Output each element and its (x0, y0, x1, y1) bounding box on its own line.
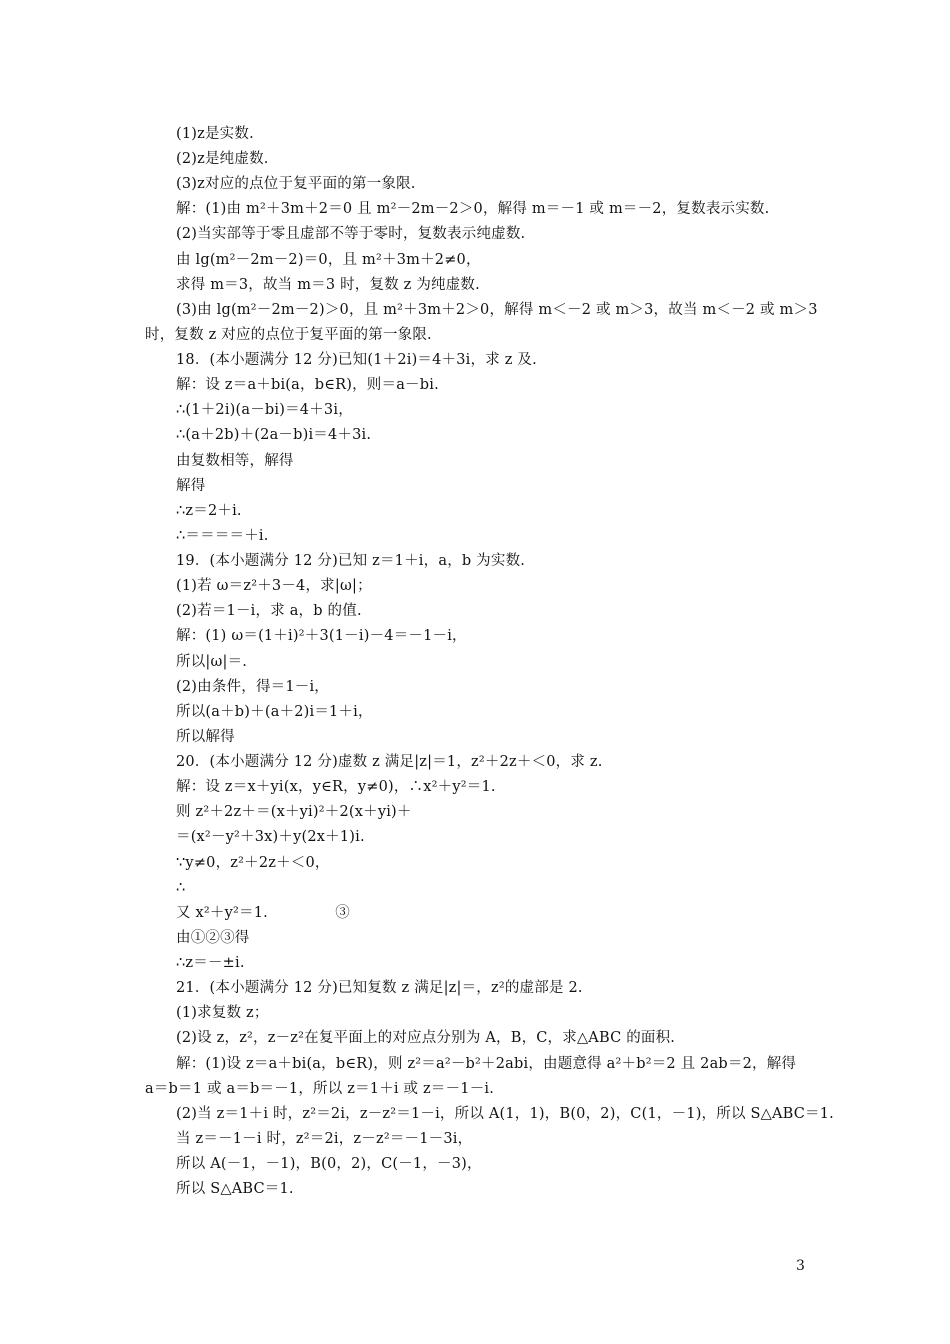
text-line: ∴ (176, 880, 186, 896)
text-line: 解得 (176, 478, 206, 494)
text-line: (2)当实部等于零且虚部不等于零时，复数表示纯虚数. (176, 226, 526, 242)
text-line: ＝(x²－y²＋3x)＋y(2x＋1)i. (176, 829, 365, 845)
text-line: 时，复数 z 对应的点位于复平面的第一象限. (145, 327, 432, 343)
text-line: (1)若 ω＝z²＋3－4，求|ω|； (176, 578, 372, 594)
text-line: 解：设 z＝a＋bi(a，b∈R)，则＝a－bi. (176, 377, 439, 393)
text-line: 解：设 z＝x＋yi(x，y∈R，y≠0)，∴x²＋y²＝1. (176, 779, 496, 795)
text-line: 又 x²＋y²＝1. ③ (176, 905, 350, 921)
text-line: 则 z²＋2z＋＝(x＋yi)²＋2(x＋yi)＋ (176, 804, 412, 820)
text-line: 由 lg(m²－2m－2)＝0，且 m²＋3m＋2≠0， (176, 252, 481, 268)
problem-heading: 18．(本小题满分 12 分)已知(1＋2i)＝4＋3i，求 z 及. (176, 352, 537, 368)
text-line: (1)求复数 z； (176, 1005, 269, 1021)
text-line: ∴(a＋2b)＋(2a－b)i＝4＋3i. (176, 427, 372, 443)
text-line: (1)z是实数. (176, 126, 254, 142)
text-line: 当 z＝－1－i 时，z²＝2i，z－z²＝－1－3i， (176, 1131, 473, 1147)
text-line: (3)z对应的点位于复平面的第一象限. (176, 176, 416, 192)
text-line: ∴＝＝＝＝＋i. (176, 528, 269, 544)
text-line: ∴z＝－±i. (176, 955, 245, 971)
text-line: ∵y≠0，z²＋2z＋＜0， (176, 855, 330, 871)
text-line: (3)由 lg(m²－2m－2)＞0，且 m²＋3m＋2＞0，解得 m＜－2 或 m＞3，故当 m＜－2 或 m＞3 (176, 302, 818, 318)
text-line: 由①②③得 (176, 930, 250, 946)
text-line: ∴(1＋2i)(a－bi)＝4＋3i， (176, 402, 353, 418)
problem-heading: 21．(本小题满分 12 分)已知复数 z 满足|z|＝，z²的虚部是 2. (176, 980, 583, 996)
text-line: 所以(a＋b)＋(a＋2)i＝1＋i， (176, 704, 373, 720)
text-line: 所以|ω|＝. (176, 654, 248, 670)
text-line: (2)由条件，得＝1－i， (176, 679, 330, 695)
problem-heading: 20．(本小题满分 12 分)虚数 z 满足|z|＝1，z²＋2z＋＜0，求 z. (176, 754, 603, 770)
text-line: (2)z是纯虚数. (176, 151, 269, 167)
text-line: (2)设 z，z²，z－z²在复平面上的对应点分别为 A，B，C，求△ABC 的面积. (176, 1030, 676, 1046)
text-line: 解：(1) ω＝(1＋i)²＋3(1－i)－4＝－1－i， (176, 628, 467, 644)
text-line: 解：(1)由 m²＋3m＋2＝0 且 m²－2m－2＞0，解得 m＝－1 或 m＝－2，复数表示实数. (176, 201, 770, 217)
text-line: 求得 m＝3，故当 m＝3 时，复数 z 为纯虚数. (176, 277, 480, 293)
text-line: 解：(1)设 z＝a＋bi(a，b∈R)，则 z²＝a²－b²＋2abi，由题意得 a²＋b²＝2 且 2ab＝2，解得 (176, 1056, 797, 1072)
text-line: (2)当 z＝1＋i 时，z²＝2i，z－z²＝1－i，所以 A(1，1)，B(0，2)，C(1，－1)，所以 S△ABC＝1. (176, 1106, 834, 1122)
page-number: 3 (796, 1258, 805, 1274)
text-line: ∴z＝2＋i. (176, 503, 242, 519)
text-line: 所以 S△ABC＝1. (176, 1181, 294, 1197)
problem-heading: 19．(本小题满分 12 分)已知 z＝1＋i，a，b 为实数. (176, 553, 526, 569)
text-line: (2)若＝1－i，求 a，b 的值. (176, 603, 362, 619)
text-line: 由复数相等，解得 (176, 453, 294, 469)
text-line: 所以解得 (176, 729, 235, 745)
text-line: 所以 A(－1，－1)，B(0，2)，C(－1，－3)， (176, 1156, 482, 1172)
text-line: a＝b＝1 或 a＝b＝－1，所以 z＝1＋i 或 z＝－1－i. (145, 1081, 495, 1097)
